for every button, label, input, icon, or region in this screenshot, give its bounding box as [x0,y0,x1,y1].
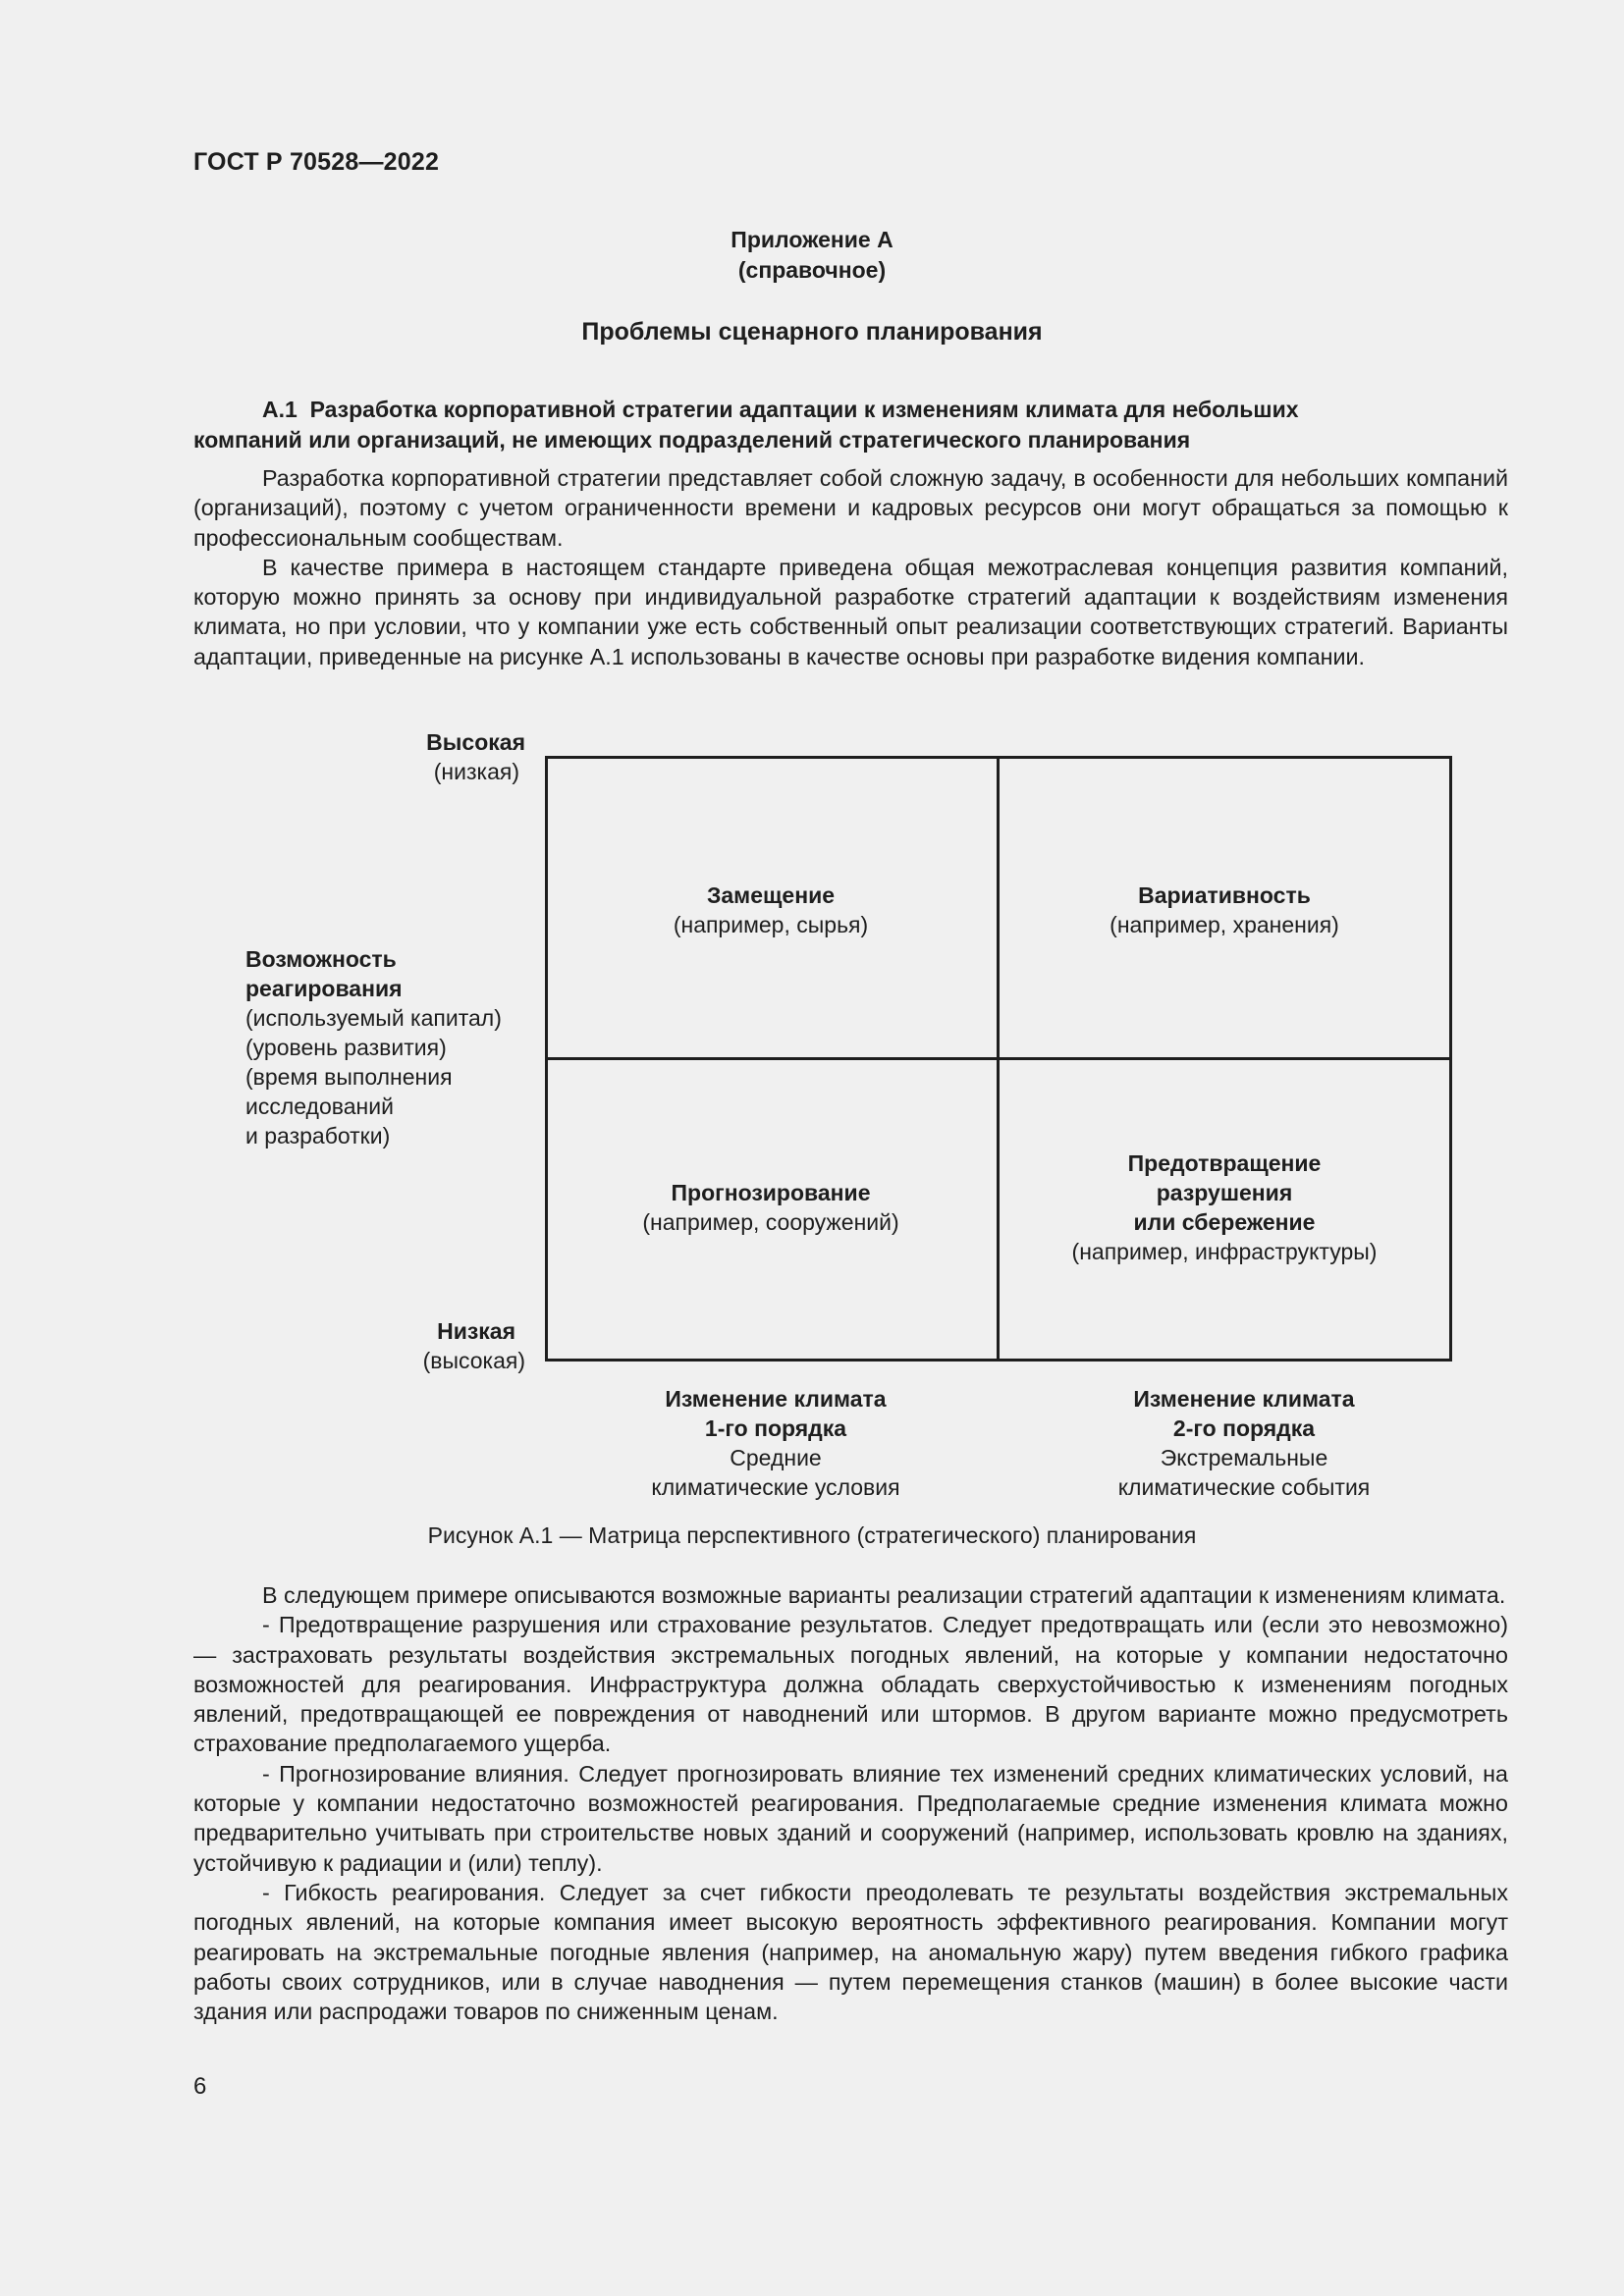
cell-example: (например, хранения) [1110,912,1339,937]
cell-title: разрушения [1156,1180,1293,1205]
cell-forecasting [545,1178,997,1237]
paragraph: - Предотвращение разрушения или страхование результатов. Следует предотвращать или (если это невозможно) — застраховать результаты воздействия экстремальных погодных явлений, на которые у компании недостаточно возможностей для реагирования. Инфраструктура должна обладать сверхустойчивостью к изменениям погодных явлений, предотвращающей ее повреждения от наводнений или штормов. В другом варианте можно предусмотреть страхование предполагаемого ущерба. [193,1612,1508,1757]
y-top-normal: (низкая) [433,759,519,784]
cell-variability [999,881,1450,939]
paragraph: - Прогнозирование влияния. Следует прогнозировать влияние тех изменений средних климатических условий, на которые у компании недостаточно возможностей реагирования. Предполагаемые средние изменения климата можно предварительно учитывать при строительстве новых зданий и сооружений (например, использовать кровлю на зданиях, устойчивую к радиации и (или) теплу). [193,1760,1508,1876]
y-bottom-bold: Низкая [437,1318,515,1344]
paragraph: - Гибкость реагирования. Следует за счет гибкости преодолевать те результаты воздействия экстремальных погодных явлений, на которые компания имеет высокую вероятность эффективного реагирования. Компании могут реагировать на экстремальные погодные явления (например, на аномальную жару) путем введения гибкого графика работы своих сотрудников, или в случае наводнения — путем перемещения станков (машин) в более высокие части здания или распродажи товаров по сниженным ценам. [193,1879,1508,2025]
figure-caption: Рисунок А.1 — Матрица перспективного (стратегического) планирования [427,1522,1197,1548]
y-title-line: реагирования [245,976,403,1001]
paragraph: Разработка корпоративной стратегии представляет собой сложную задачу, в особенности для небольших компаний (организаций), поэтому с учетом ограниченности времени и кадровых ресурсов они могут обращаться за помощью к профессиональным сообществам. [193,465,1508,551]
x-label-line: Средние [730,1445,822,1470]
cell-title: Прогнозирование [671,1180,871,1205]
section-title: Проблемы сценарного планирования [581,318,1043,346]
cell-substitution [545,881,997,939]
paragraph: В следующем примере описываются возможные варианты реализации стратегий адаптации к изменениям климата. [262,1582,1506,1608]
y-title-line: (время выполнения [245,1064,453,1090]
y-axis-bottom-label [329,1316,525,1375]
cell-example: (например, сырья) [673,912,869,937]
matrix-horizontal-divider [545,1057,1452,1060]
x-label-line: климатические события [1117,1474,1371,1500]
cell-example: (например, инфраструктуры) [1071,1239,1378,1264]
y-bottom-normal: (высокая) [422,1348,525,1373]
paragraph: В качестве примера в настоящем стандарте приведена общая межотраслевая концепция развития компаний, которую можно принять за основу при индивидуальной разработке стратегий адаптации к воздействиям изменения климата, но при условии, что у компании уже есть собственный опыт реализации соответствующих стратегий. Варианты адаптации, приведенные на рисунке А.1 использованы в качестве основы при разработке видения компании. [193,554,1508,669]
x-axis-left-label [550,1384,1001,1502]
body-text [193,1580,1508,2026]
x-axis-right-label [1018,1384,1470,1502]
document-header: ГОСТ Р 70528—2022 [193,148,440,176]
appendix-heading [0,225,1624,286]
y-title-line: (уровень развития) [245,1035,447,1060]
appendix-title: Приложение А [731,227,893,252]
cell-prevention [999,1148,1450,1266]
y-title-line: и разработки) [245,1123,391,1148]
cell-title: Вариативность [1138,882,1311,908]
subsection-heading [193,395,1401,455]
subsection-line-2: компаний или организаций, не имеющих подразделений стратегического планирования [193,427,1191,453]
cell-title: Замещение [706,882,836,908]
y-axis-top-label [329,727,525,786]
subsection-line-1: А.1 Разработка корпоративной стратегии адаптации к изменениям климата для небольших [262,397,1299,422]
y-title-line: (используемый капитал) [245,1005,502,1031]
page-number: 6 [193,2073,207,2100]
x-label-line: Изменение климата [665,1386,887,1412]
appendix-note: (справочное) [737,257,887,283]
x-label-line: 1-го порядка [704,1415,847,1441]
y-top-bold: Высокая [426,729,525,755]
cell-title: Предотвращение [1127,1150,1322,1176]
y-title-line: Возможность [245,946,397,972]
intro-text [193,463,1508,671]
x-label-line: 2-го порядка [1172,1415,1316,1441]
cell-example: (например, сооружений) [642,1209,899,1235]
x-label-line: климатические условия [651,1474,900,1500]
y-title-line: исследований [245,1094,394,1119]
x-label-line: Экстремальные [1160,1445,1328,1470]
y-axis-title [245,944,540,1150]
cell-title: или сбережение [1133,1209,1316,1235]
x-label-line: Изменение климата [1133,1386,1355,1412]
